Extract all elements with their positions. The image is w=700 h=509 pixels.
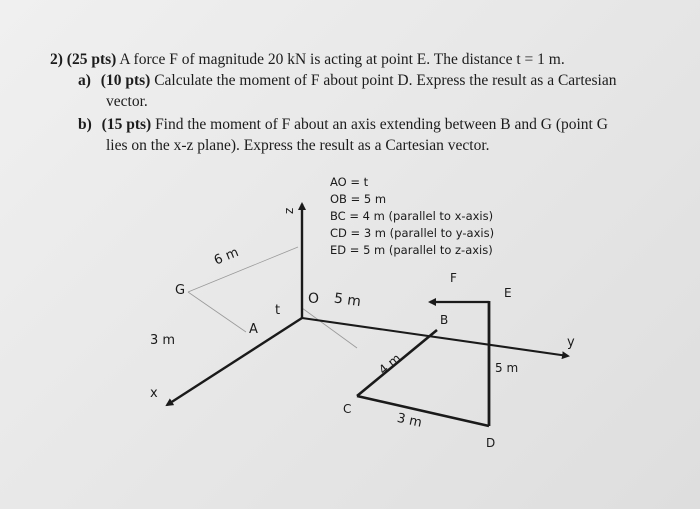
part-b-text: Find the moment of F about an axis extending between B and G (point G (155, 116, 608, 133)
construction-line-diagonal (302, 308, 357, 348)
x-axis-label: x (150, 386, 158, 401)
dim-three-m-left: 3 m (150, 333, 176, 348)
point-b-label: B (440, 313, 449, 327)
segment-cd (357, 396, 489, 426)
y-axis-label: y (567, 335, 575, 350)
part-a-text: Calculate the moment of F about point D. Express the result as a Cartesian (154, 72, 617, 89)
part-a-label: a) (78, 72, 91, 89)
point-g-label: G (175, 283, 186, 298)
problem-number: 2) (50, 51, 63, 68)
part-b-label: b) (78, 116, 92, 133)
z-axis-label: z (282, 207, 296, 214)
point-f-label: F (450, 271, 457, 285)
problem-text: A force F of magnitude 20 kN is acting at point E. The distance t = 1 m. (119, 51, 565, 68)
dim-four-m: 4 m (375, 350, 404, 378)
problem-points: (25 pts) (66, 51, 117, 68)
part-a-continuation: vector. (106, 93, 148, 110)
dim-three-m-cd: 3 m (395, 410, 424, 431)
given-bc: BC = 4 m (parallel to x-axis) (330, 209, 494, 223)
part-b-points: (15 pts) (101, 116, 152, 133)
given-ed: ED = 5 m (parallel to z-axis) (330, 243, 493, 257)
point-d-label: D (486, 436, 496, 450)
dim-five-m-ed: 5 m (495, 361, 519, 375)
point-c-label: C (343, 402, 352, 416)
given-data-list (330, 175, 494, 257)
given-ao: AO = t (330, 175, 369, 189)
dim-six-m: 6 m (211, 245, 241, 269)
point-e-label: E (504, 286, 512, 300)
dim-t: t (275, 303, 281, 318)
construction-line-g-a (188, 292, 246, 332)
part-b-continuation: lies on the x-z plane). Express the result as a Cartesian vector. (106, 137, 490, 154)
dim-five-m-ob: 5 m (332, 290, 362, 311)
x-axis (167, 318, 302, 405)
point-a-label: A (249, 322, 258, 337)
given-ob: OB = 5 m (330, 192, 387, 206)
construction-line-g-top (188, 247, 298, 292)
given-cd: CD = 3 m (parallel to y-axis) (330, 226, 495, 240)
point-o-label: O (308, 291, 320, 307)
part-a-points: (10 pts) (100, 72, 151, 89)
